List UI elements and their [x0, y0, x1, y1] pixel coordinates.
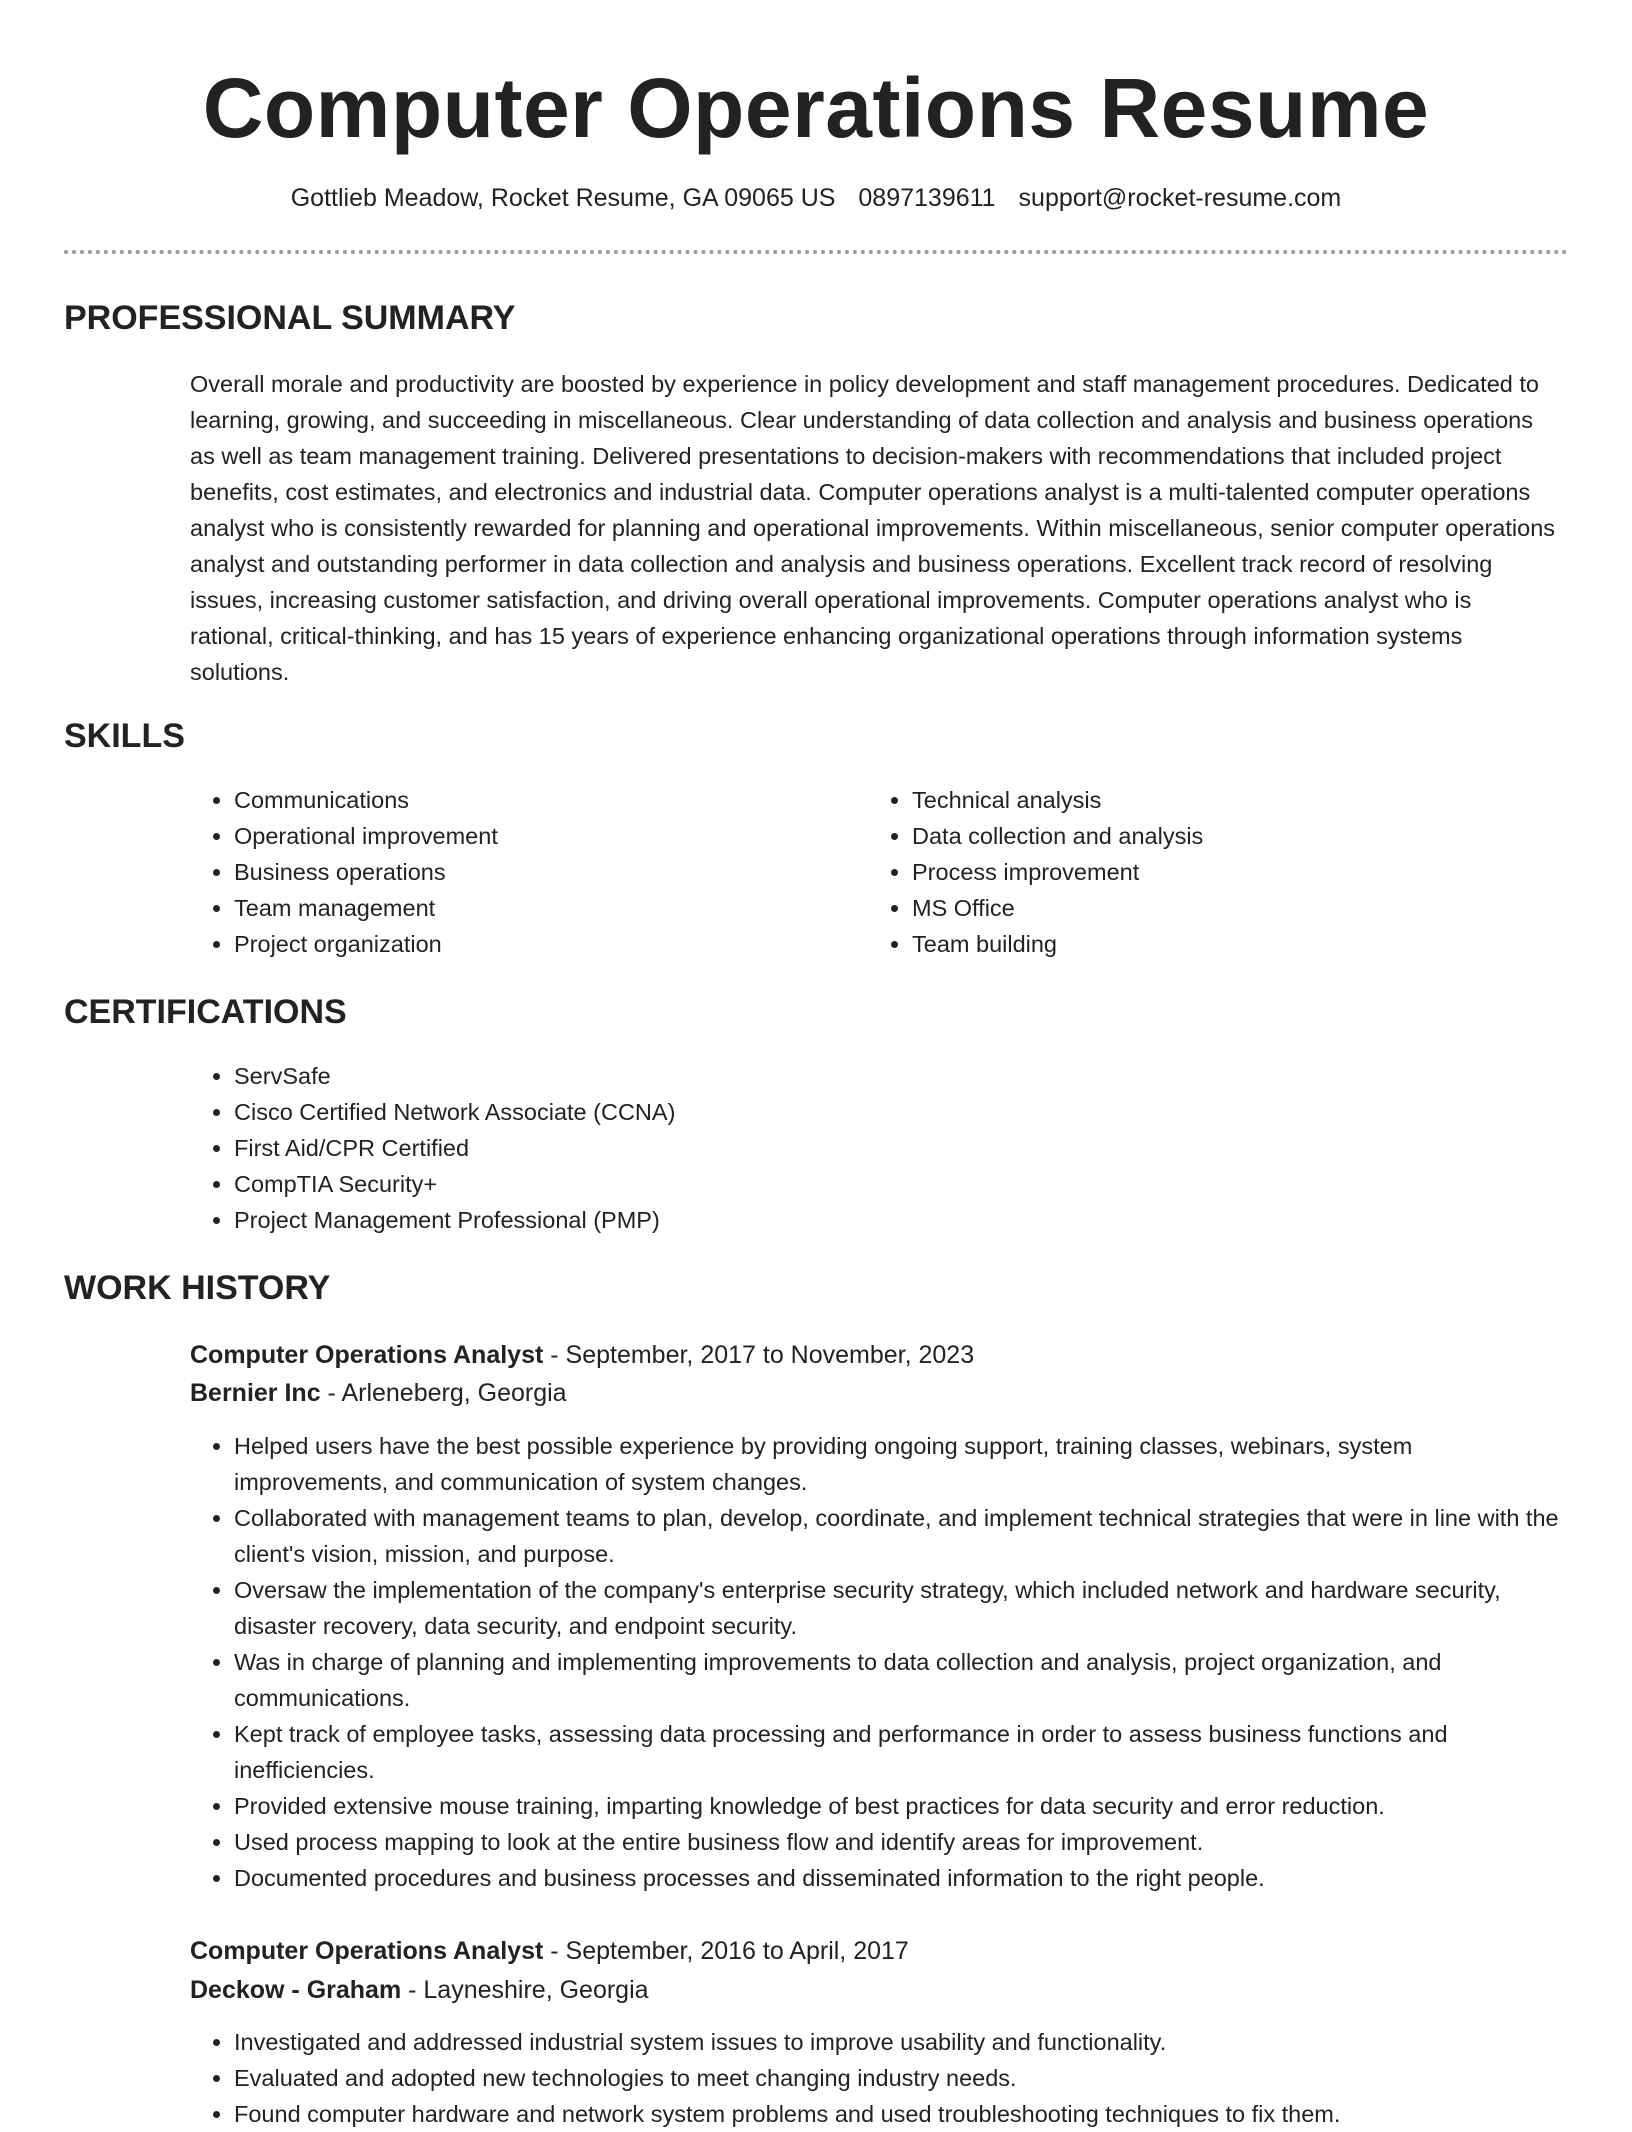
job-bullet: • Provided extensive mouse training, imparting knowledge of best practices for data security and error reduction.	[234, 1788, 1560, 1824]
certifications-heading: CERTIFICATIONS	[64, 993, 347, 1031]
job-bullet: • Used process mapping to look at the entire business flow and identify areas for improvement.	[234, 1824, 1560, 1860]
resume-title: Computer Operations Resume	[202, 61, 1430, 155]
job-dates: - September, 2016 to April, 2017	[543, 1937, 909, 1965]
skill-item: • Project organization	[234, 926, 854, 962]
certification-item: • Project Management Professional (PMP)	[234, 1202, 1234, 1238]
contact-address: Gottlieb Meadow, Rocket Resume, GA 09065 US	[290, 184, 836, 212]
job-bullet: • Was in charge of planning and implementing improvements to data collection and analysis, project organization, and communications.	[234, 1644, 1560, 1716]
certification-item: • CompTIA Security+	[234, 1166, 1234, 1202]
job-title: Computer Operations Analyst	[190, 1341, 544, 1369]
job-bullet: • Oversaw the implementation of the company's enterprise security strategy, which included network and hardware security, disaster recovery, data security, and endpoint security.	[234, 1572, 1560, 1644]
job-bullet: • Collaborated with management teams to plan, develop, coordinate, and implement technical strategies that were in line with the client's vision, mission, and purpose.	[234, 1500, 1560, 1572]
job-company: Deckow - Graham	[190, 1976, 402, 2004]
job-bullet: • Documented procedures and business processes and disseminated information to the right people.	[234, 1860, 1560, 1896]
job-company: Bernier Inc	[190, 1379, 321, 1407]
job-bullet: • Investigated and addressed industrial system issues to improve usability and functionality.	[234, 2024, 1560, 2060]
job-location: - Arleneberg, Georgia	[320, 1379, 567, 1407]
skill-item: • Process improvement	[912, 854, 1532, 890]
job-company-line	[190, 1374, 567, 1412]
job-bullets	[190, 1428, 1560, 1896]
skills-list-right	[868, 782, 1532, 962]
certification-item: • Cisco Certified Network Associate (CCNA)	[234, 1094, 1234, 1130]
job-dates: - September, 2017 to November, 2023	[543, 1341, 975, 1369]
certification-item: • First Aid/CPR Certified	[234, 1130, 1234, 1166]
summary-text: Overall morale and productivity are boosted by experience in policy development and staff management procedures. Dedicated to learning, growing, and succeeding in miscellaneous. Clear understanding of data collection and analysis and business operations as well as team management training. Delivered presentations to decision-makers with recommendations that included project benefits, cost estimates, and electronics and industrial data. Computer operations analyst is a multi-talented computer operations analyst who is consistently rewarded for planning and operational improvements. Within miscellaneous, senior computer operations analyst and outstanding performer in data collection and analysis and business operations. Excellent track record of resolving issues, increasing customer satisfaction, and driving overall operational improvements. Computer operations analyst who is rational, critical-thinking, and has 15 years of experience enhancing organizational operations through information systems solutions.	[190, 371, 1556, 685]
job-bullet: • Evaluated and adopted new technologies to meet changing industry needs.	[234, 2060, 1560, 2096]
job-bullet: • Helped users have the best possible experience by providing ongoing support, training classes, webinars, system improvements, and communication of system changes.	[234, 1428, 1560, 1500]
job-title: Computer Operations Analyst	[190, 1937, 544, 1965]
skills-list-left	[190, 782, 854, 962]
job-title-line	[190, 1932, 909, 1970]
skill-item: • Data collection and analysis	[912, 818, 1532, 854]
skills-heading: SKILLS	[64, 717, 185, 755]
work-history-heading: WORK HISTORY	[64, 1269, 331, 1307]
skill-item: • Team building	[912, 926, 1532, 962]
job-company-line	[190, 1971, 649, 2009]
skill-item: • Business operations	[234, 854, 854, 890]
skill-item: • MS Office	[912, 890, 1532, 926]
skill-item: • Operational improvement	[234, 818, 854, 854]
job-bullet: • Found computer hardware and network system problems and used troubleshooting techniques to fix them.	[234, 2096, 1560, 2132]
contact-phone: 0897139611	[858, 184, 996, 212]
job-bullet: • Kept track of employee tasks, assessing data processing and performance in order to assess business functions and inefficiencies.	[234, 1716, 1560, 1788]
certification-item: • ServSafe	[234, 1058, 1234, 1094]
header-divider	[64, 250, 1568, 254]
skill-item: • Technical analysis	[912, 782, 1532, 818]
certifications-list	[190, 1058, 1234, 1238]
job-bullets	[190, 2024, 1560, 2132]
contact-email: support@rocket-resume.com	[1018, 184, 1342, 212]
job-location: - Layneshire, Georgia	[401, 1976, 649, 2004]
contact-line	[0, 180, 1632, 216]
skill-item: • Communications	[234, 782, 854, 818]
job-title-line	[190, 1336, 974, 1374]
summary-heading: PROFESSIONAL SUMMARY	[64, 299, 516, 337]
skill-item: • Team management	[234, 890, 854, 926]
